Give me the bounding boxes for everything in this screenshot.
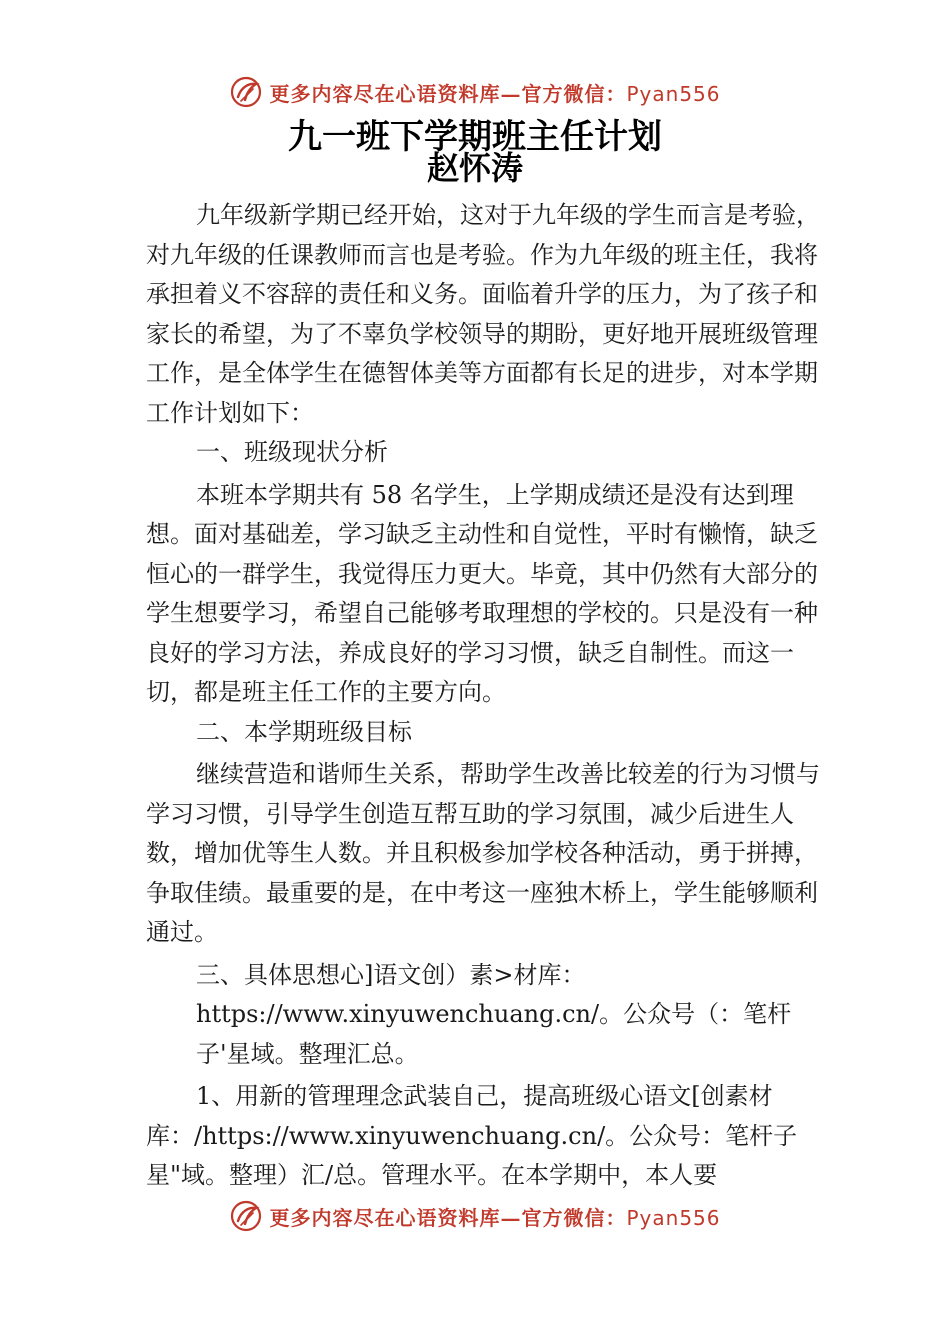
logo-icon: [229, 1199, 263, 1233]
watermark-banner-bottom: [0, 1196, 950, 1236]
document-body: [146, 196, 826, 1196]
logo-icon: [229, 75, 263, 109]
section-heading-2: 二、本学期班级目标: [196, 717, 412, 746]
section-heading-3: 三、具体思想心]语文创）素>材库：https://www.xinyuwenchuang.cn/。公众号（：笔杆子'星域。整理汇总。: [196, 960, 792, 1068]
document-author: 赵怀涛: [426, 149, 523, 187]
section-2-paragraph: 继续营造和谐师生关系，帮助学生改善比较差的行为习惯与学习习惯，引导学生创造互帮互助的学习氛围，减少后进生人数，增加优等生人数。并且积极参加学校各种活动，勇于拼搏，争取佳绩。最重要的是，在中考这一座独木桥上，学生能够顺利通过。: [146, 760, 820, 946]
intro-paragraph: 九年级新学期已经开始，这对于九年级的学生而言是考验，对九年级的任课教师而言也是考验。作为九年级的班主任，我将承担着义不容辞的责任和义务。面临着升学的压力，为了孩子和家长的希望，为了不辜负学校领导的期盼，更好地开展班级管理工作，是全体学生在德智体美等方面都有长足的进步，对本学期工作计划如下：: [146, 201, 820, 427]
watermark-text: 更多内容尽在心语资料库—官方微信：Pyan556: [269, 1205, 721, 1230]
section-1-paragraph: 本班本学期共有 58 名学生，上学期成绩还是没有达到理想。面对基础差，学习缺乏主动性和自觉性，平时有懒惰，缺乏恒心的一群学生，我觉得压力更大。毕竟，其中仍然有大部分的学生想要学习，希望自己能够考取理想的学校的。只是没有一种良好的学习方法，养成良好的学习习惯，缺乏自制性。而这一切，都是班主任工作的主要方向。: [146, 480, 818, 706]
document-title: 九一班下学期班主任计划: [288, 117, 662, 157]
item-1-paragraph: 1、用新的管理理念武装自己，提高班级心语文[创素材库：/https://www.xinyuwenchuang.cn/。公众号：笔杆子星"域。整理）汇/总。管理水平。在本学期中，本人要: [146, 1082, 798, 1189]
watermark-banner-top: [0, 72, 950, 112]
watermark-text: 更多内容尽在心语资料库—官方微信：Pyan556: [269, 81, 721, 106]
section-heading-1: 一、班级现状分析: [196, 438, 388, 466]
